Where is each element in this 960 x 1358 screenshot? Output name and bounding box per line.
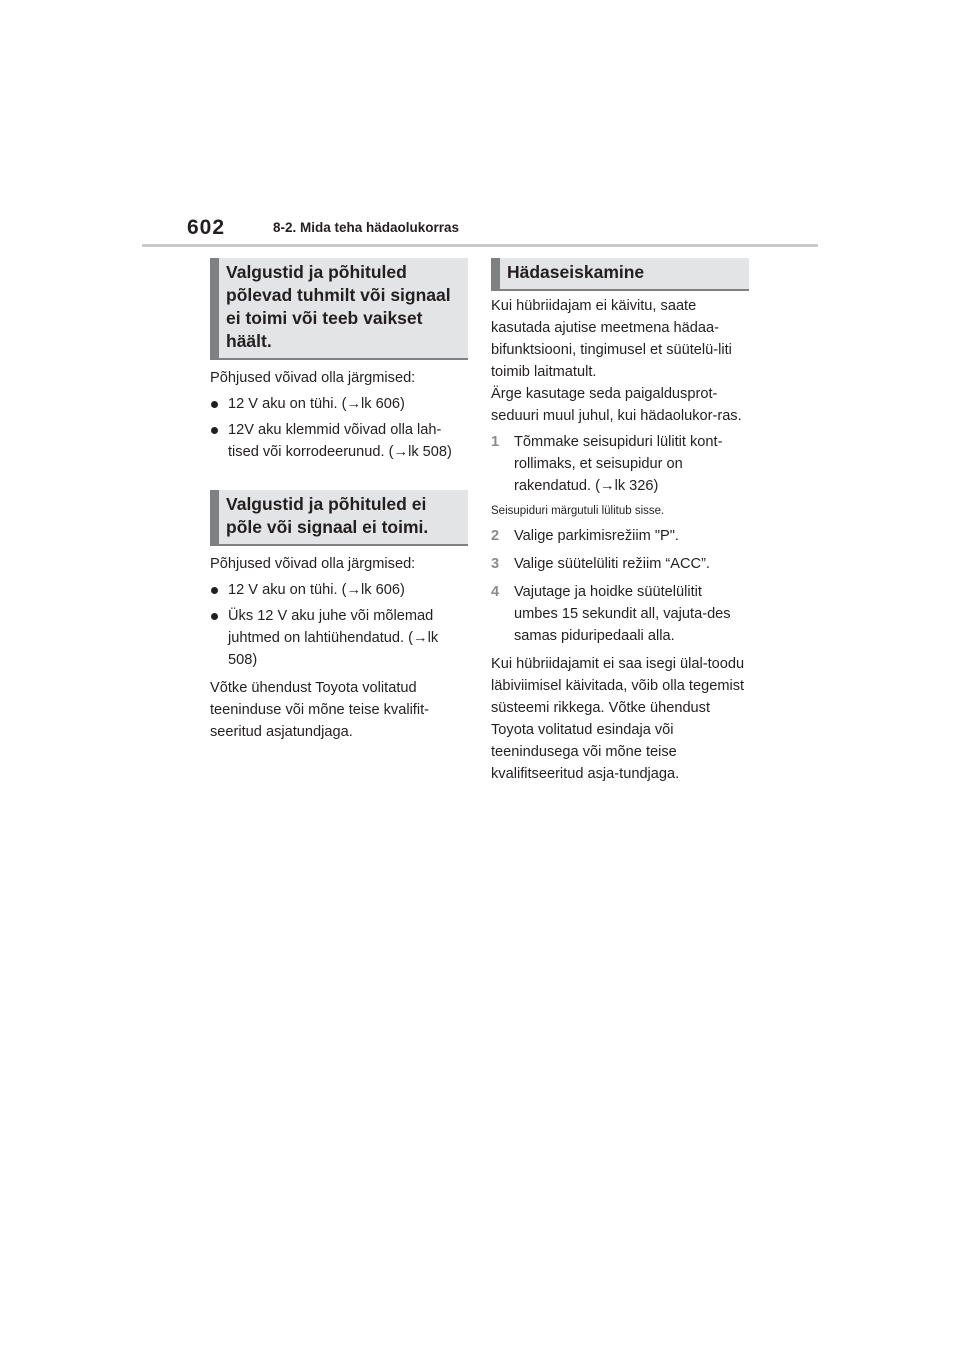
list-item: 12 V aku on tühi. (→lk 606) [210, 393, 468, 415]
step-number: 3 [491, 556, 500, 572]
right-column [491, 258, 749, 785]
step-item: 4 Vajutage ja hoidke süütelülitit umbes 15 sekundit all, vajuta-des samas piduripedaali alla. [491, 581, 749, 647]
header-rule [142, 244, 818, 247]
outro-paragraph: Kui hübriidajamit ei saa isegi ülal-toodu läbiviimisel käivitada, võib olla tegemist süsteemi rikkega. Võtke ühendust Toyota volitatud esindaja või teenindusega või mõne teise kvalifitseeritud asja-tundjaga. [491, 656, 745, 782]
step-item: 1 Tõmmake seisupiduri lülitit kont-rollimaks, et seisupidur on rakendatud. (→lk 326) [491, 431, 749, 497]
causes-intro: Põhjused võivad olla järgmised: [210, 556, 416, 572]
step-item: 2 Valige parkimisrežiim "P". [491, 525, 749, 547]
heading-dim-lights: Valgustid ja põhituled põlevad tuhmilt või signaal ei toimi või teeb vaikset häält. [210, 258, 468, 360]
step-item: 3 Valige süütelüliti režiim “ACC”. [491, 553, 749, 575]
bullet-icon [211, 401, 218, 408]
section-title: 8-2. Mida teha hädaolukorras [273, 220, 460, 235]
bullet-icon [211, 427, 218, 434]
heading-no-lights: Valgustid ja põhituled ei põle või signaal ei toimi. [210, 490, 468, 546]
step-number: 1 [491, 434, 500, 450]
contact-paragraph: Võtke ühendust Toyota volitatud teeninduse või mõne teise kvalifit-seeritud asjatundjaga. [210, 680, 430, 740]
step-note: Seisupiduri märgutuli lülitub sisse. [491, 505, 665, 517]
bullet-icon [211, 587, 218, 594]
page-number: 602 [187, 216, 226, 239]
warning-paragraph: Ärge kasutage seda paigaldusprot-seduuri muul juhul, kui hädaolukor-ras. [491, 386, 742, 424]
list-item: Üks 12 V aku juhe või mõlemad juhtmed on lahtiühendatud. (→lk 508) [210, 605, 468, 671]
step-number: 4 [491, 584, 500, 600]
causes-intro: Põhjused võivad olla järgmised: [210, 370, 416, 386]
left-column [210, 258, 468, 743]
list-item: 12 V aku on tühi. (→lk 606) [210, 579, 468, 601]
bullet-icon [211, 613, 218, 620]
step-number: 2 [491, 528, 500, 544]
intro-paragraph: Kui hübriidajam ei käivitu, saate kasutada ajutise meetmena hädaa-bifunktsiooni, tingimusel et süütelü-liti toimib laitmatult. [491, 298, 732, 380]
heading-emergency-stop: Hädaseiskamine [491, 258, 749, 291]
list-item: 12V aku klemmid võivad olla lah-tised või korrodeerunud. (→lk 508) [210, 419, 468, 463]
